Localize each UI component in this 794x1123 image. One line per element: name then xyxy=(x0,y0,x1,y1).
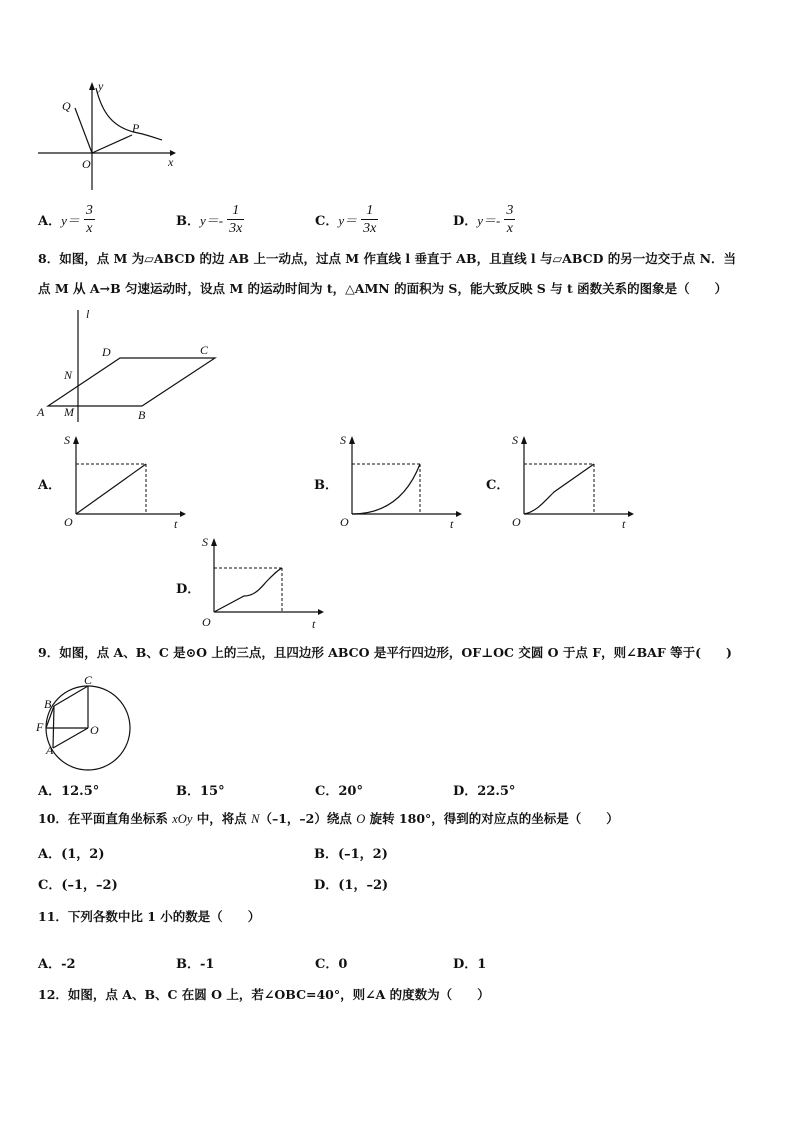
q9-option-d[interactable]: D．22.5° xyxy=(453,784,516,799)
label-d: D xyxy=(102,345,111,359)
label-o: O xyxy=(340,515,349,529)
q7-option-a[interactable]: A． y＝ $\frac{3}{x}$ xyxy=(38,203,93,236)
graph-curve xyxy=(214,568,282,612)
q8-option-d-label[interactable]: D． xyxy=(176,582,201,597)
parallelogram-abcd xyxy=(48,358,215,406)
q8-parallelogram-figure xyxy=(30,306,230,426)
label-a: A xyxy=(46,743,54,757)
label-s: S xyxy=(340,433,346,447)
segment-ba xyxy=(53,706,54,748)
q11-text: 11．下列各数中比 1 小的数是（ ） xyxy=(38,909,261,924)
label-c: C xyxy=(84,673,93,687)
label-q: Q xyxy=(62,99,71,113)
q8-option-c-label[interactable]: C． xyxy=(486,478,510,493)
t-axis-arrow xyxy=(180,511,186,517)
label-p: P xyxy=(132,121,140,135)
label-s: S xyxy=(64,433,70,447)
q11-option-a[interactable]: A．-2 xyxy=(38,957,76,972)
q9-circle-figure xyxy=(30,672,140,772)
fraction: $\frac{1}{3x}$ xyxy=(363,203,377,236)
label-a: A xyxy=(37,405,45,419)
segment-oq xyxy=(75,108,92,153)
q7-figure xyxy=(30,76,190,196)
hyperbola-curve xyxy=(96,88,162,140)
s-axis-arrow xyxy=(349,436,355,444)
fraction: $\frac{1}{3x}$ xyxy=(229,203,243,236)
q8-option-b-label[interactable]: B． xyxy=(314,478,338,493)
q12-text: 12．如图，点 A、B、C 在圆 O 上，若∠OBC=40°，则∠A 的度数为（ ） xyxy=(38,987,490,1002)
label-s: S xyxy=(202,535,208,549)
q8-option-a-label[interactable]: A． xyxy=(38,478,62,493)
label-b: B xyxy=(44,697,52,711)
t-axis-arrow xyxy=(456,511,462,517)
label-y: y xyxy=(98,79,104,93)
q8-graph-d[interactable] xyxy=(196,534,336,634)
q10-option-c[interactable]: C．(–1，–2) xyxy=(38,878,118,893)
label-t: t xyxy=(174,517,178,531)
label-o: O xyxy=(202,615,211,629)
q9-option-b[interactable]: B．15° xyxy=(176,784,225,799)
q9-option-a[interactable]: A．12.5° xyxy=(38,784,100,799)
s-axis-arrow xyxy=(73,436,79,444)
label-t: t xyxy=(622,517,626,531)
t-axis-arrow xyxy=(318,609,324,615)
q10-option-a[interactable]: A．(1，2) xyxy=(38,847,105,862)
q9-text: 9．如图，点 A、B、C 是⊙O 上的三点，且四边形 ABCO 是平行四边形，OF⊥OC 交圆 O 于点 F，则∠BAF 等于( ) xyxy=(38,645,732,660)
segment-ao xyxy=(53,728,88,748)
q8-graph-c[interactable] xyxy=(506,430,646,530)
q8-graph-a[interactable] xyxy=(58,430,198,530)
fraction: $\frac{3}{x}$ xyxy=(506,203,514,236)
q10-text: 10．在平面直角坐标系 xOy 中，将点 N（–1，–2）绕点 O 旋转 180°，得到的对应点的坐标是（ ） xyxy=(38,811,619,826)
label-n: N xyxy=(64,368,73,382)
q11-option-b[interactable]: B．-1 xyxy=(176,957,215,972)
y-axis-arrow xyxy=(89,82,95,90)
label-o: O xyxy=(90,723,99,737)
q8-text-line1: 8．如图，点 M 为▱ABCD 的边 AB 上一动点，过点 M 作直线 l 垂直于 AB，且直线 l 与▱ABCD 的另一边交于点 N．当 xyxy=(38,251,737,266)
graph-curve xyxy=(524,464,594,514)
graph-curve xyxy=(352,464,420,514)
segment-op xyxy=(92,135,132,153)
label-o: O xyxy=(82,157,91,171)
t-axis-arrow xyxy=(628,511,634,517)
label-t: t xyxy=(312,617,316,631)
q9-option-c[interactable]: C．20° xyxy=(315,784,363,799)
label-b: B xyxy=(138,408,146,422)
label-o: O xyxy=(64,515,73,529)
q8-text-line2: 点 M 从 A→B 匀速运动时，设点 M 的运动时间为 t，△AMN 的面积为 S，能大致反映 S 与 t 函数关系的图象是（ ） xyxy=(38,281,728,296)
s-axis-arrow xyxy=(211,538,217,546)
s-axis-arrow xyxy=(521,436,527,444)
q11-option-c[interactable]: C．0 xyxy=(315,957,348,972)
q11-option-d[interactable]: D．1 xyxy=(453,957,487,972)
q7-option-d[interactable]: D． y＝- $\frac{3}{x}$ xyxy=(453,203,514,236)
label-m: M xyxy=(64,405,74,419)
label-s: S xyxy=(512,433,518,447)
q8-graph-b[interactable] xyxy=(334,430,474,530)
label-t: t xyxy=(450,517,454,531)
label-c: C xyxy=(200,343,209,357)
q10-option-b[interactable]: B．(–1，2) xyxy=(314,847,388,862)
q7-option-b[interactable]: B． y＝- $\frac{1}{3x}$ xyxy=(176,203,243,236)
q10-option-d[interactable]: D．(1，–2) xyxy=(314,878,389,893)
graph-curve xyxy=(76,464,146,514)
label-l: l xyxy=(86,307,90,321)
label-f: F xyxy=(36,720,44,734)
fraction: $\frac{3}{x}$ xyxy=(85,203,93,236)
label-o: O xyxy=(512,515,521,529)
label-x: x xyxy=(168,155,174,169)
q7-option-c[interactable]: C． y＝ $\frac{1}{3x}$ xyxy=(315,203,377,236)
